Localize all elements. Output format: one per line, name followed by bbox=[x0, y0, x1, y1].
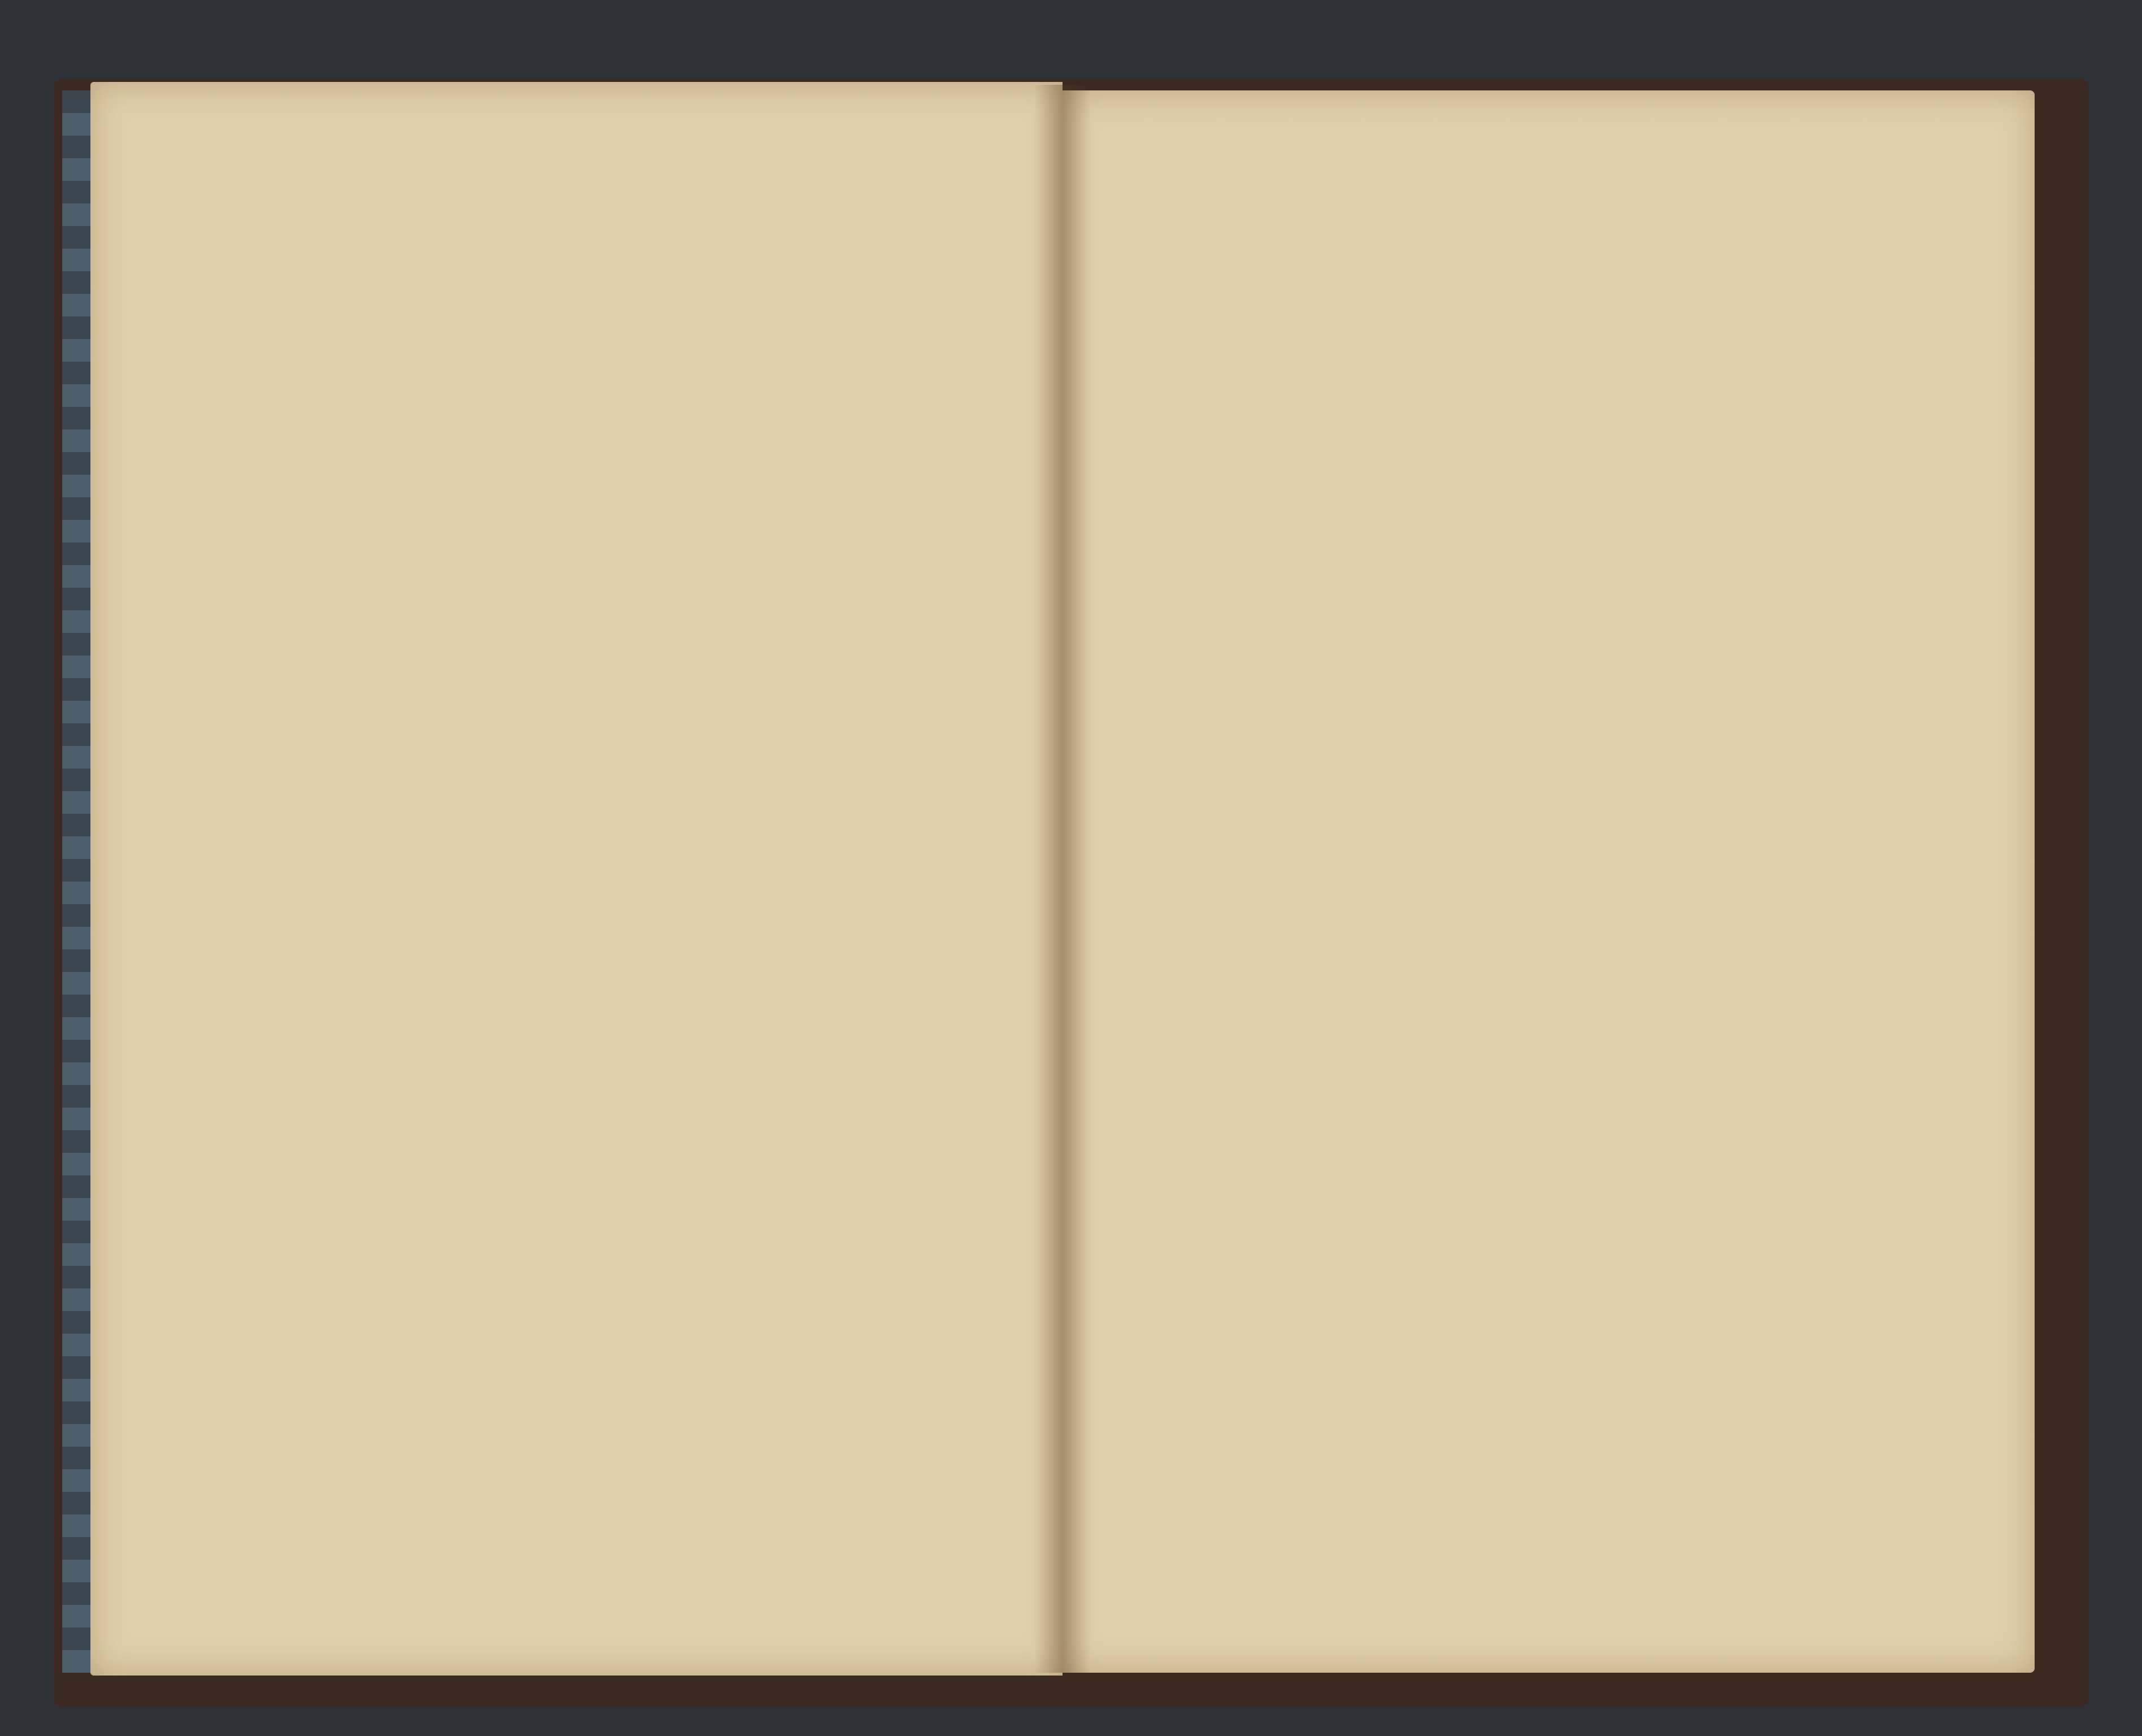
page-gutter bbox=[1034, 85, 1091, 1673]
hdr-antal-dage bbox=[154, 218, 205, 387]
hdr-modte bbox=[1537, 316, 1571, 373]
hdr-antal-virkelig bbox=[1676, 232, 1732, 384]
hdr-sang bbox=[1232, 249, 1266, 300]
hdr-datum bbox=[215, 218, 277, 387]
hdr-evne bbox=[1419, 316, 1452, 373]
hdr-forsomte-hele bbox=[1580, 288, 1614, 379]
hdr-forsomte-lovlig bbox=[1631, 288, 1664, 379]
hdr-skrivning bbox=[1274, 249, 1308, 305]
hdr-forhold bbox=[1475, 305, 1509, 373]
